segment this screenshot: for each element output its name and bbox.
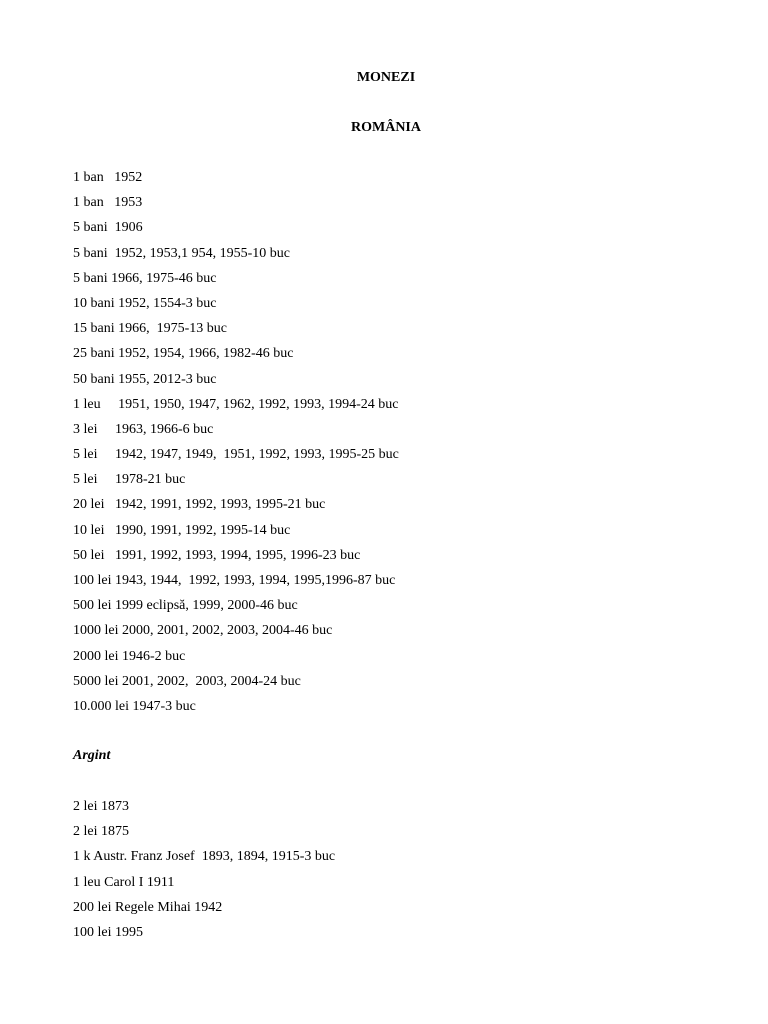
silver-coin-line: 1 leu Carol I 1911 bbox=[73, 874, 175, 890]
silver-section-heading: Argint bbox=[73, 748, 111, 763]
coin-line: 5 lei 1978-21 buc bbox=[73, 472, 186, 488]
coin-line: 1000 lei 2000, 2001, 2002, 2003, 2004-46 buc bbox=[73, 623, 333, 639]
coin-list bbox=[73, 165, 733, 719]
coin-line: 1 leu 1951, 1950, 1947, 1962, 1992, 1993, 1994-24 buc bbox=[73, 396, 399, 412]
coin-line: 25 bani 1952, 1954, 1966, 1982-46 buc bbox=[73, 346, 294, 362]
coin-line: 50 bani 1955, 2012-3 buc bbox=[73, 371, 217, 387]
coin-line: 10.000 lei 1947-3 buc bbox=[73, 698, 196, 714]
silver-coin-line: 200 lei Regele Mihai 1942 bbox=[73, 899, 223, 915]
coin-line: 1 ban 1953 bbox=[73, 195, 143, 211]
silver-coin-line: 2 lei 1873 bbox=[73, 799, 129, 814]
coin-line: 1 ban 1952 bbox=[73, 170, 143, 185]
coin-line: 5 bani 1906 bbox=[73, 220, 143, 236]
coin-line: 500 lei 1999 eclipsă, 1999, 2000-46 buc bbox=[73, 598, 298, 614]
silver-coin-list bbox=[73, 794, 733, 945]
silver-coin-line: 2 lei 1875 bbox=[73, 824, 129, 840]
coin-line: 50 lei 1991, 1992, 1993, 1994, 1995, 1996-23 buc bbox=[73, 547, 361, 563]
document-title: MONEZI bbox=[356, 70, 416, 85]
coin-line: 10 bani 1952, 1554-3 buc bbox=[73, 295, 217, 311]
document-subtitle: ROMÂNIA bbox=[351, 120, 421, 135]
coin-line: 3 lei 1963, 1966-6 buc bbox=[73, 421, 214, 437]
coin-line: 5 lei 1942, 1947, 1949, 1951, 1992, 1993, 1995-25 buc bbox=[73, 447, 399, 463]
coin-line: 5000 lei 2001, 2002, 2003, 2004-24 buc bbox=[73, 673, 301, 689]
coin-line: 2000 lei 1946-2 buc bbox=[73, 648, 186, 664]
coin-line: 20 lei 1942, 1991, 1992, 1993, 1995-21 buc bbox=[73, 497, 326, 513]
coin-line: 5 bani 1966, 1975-46 buc bbox=[73, 270, 217, 286]
coin-line: 15 bani 1966, 1975-13 buc bbox=[73, 321, 227, 337]
silver-coin-line: 100 lei 1995 bbox=[73, 924, 143, 940]
coin-line: 10 lei 1990, 1991, 1992, 1995-14 buc bbox=[73, 522, 291, 538]
coin-line: 5 bani 1952, 1953,1 954, 1955-10 buc bbox=[73, 245, 290, 261]
coin-line: 100 lei 1943, 1944, 1992, 1993, 1994, 1995,1996-87 buc bbox=[73, 573, 396, 588]
silver-coin-line: 1 k Austr. Franz Josef 1893, 1894, 1915-3 buc bbox=[73, 849, 336, 865]
